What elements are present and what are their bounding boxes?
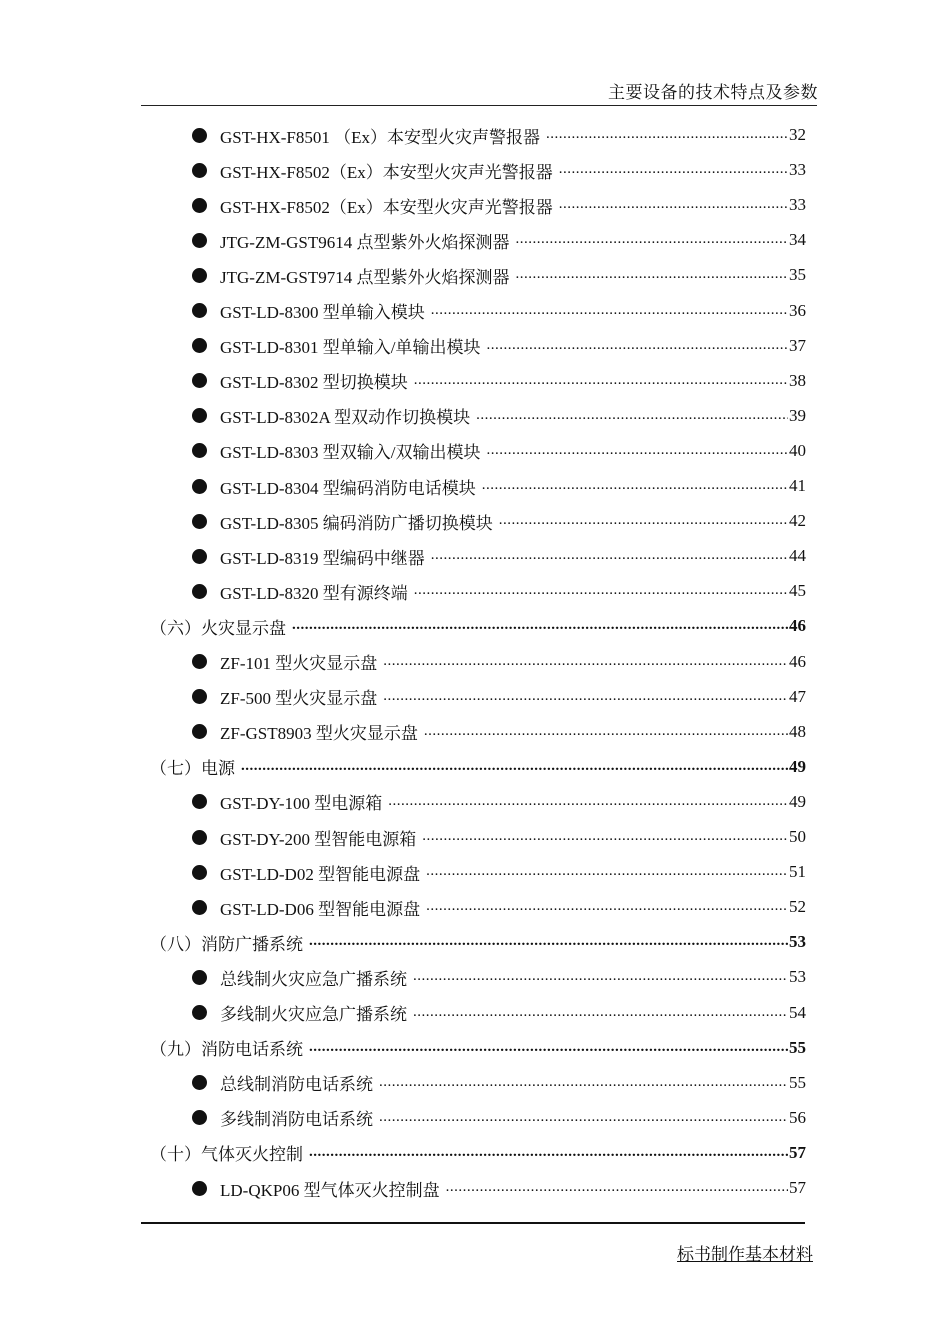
bullet-icon <box>192 900 207 915</box>
bullet-icon <box>192 794 207 809</box>
dot-leader <box>379 1107 788 1129</box>
toc-item-entry[interactable] <box>192 1171 806 1205</box>
dot-leader <box>414 580 788 602</box>
toc-entry-page-number: 42 <box>789 511 806 531</box>
bullet-icon <box>192 128 207 143</box>
dot-leader <box>292 615 788 637</box>
dot-leader <box>431 545 788 567</box>
toc-entry-page-number: 48 <box>789 721 806 741</box>
toc-entry-page-number: 36 <box>789 300 806 320</box>
toc-entry-page-number: 46 <box>789 616 806 636</box>
bullet-icon <box>192 584 207 599</box>
toc-entry-page-number: 33 <box>789 195 806 215</box>
toc-item-entry[interactable] <box>192 153 806 187</box>
toc-entry-page-number: 46 <box>789 651 806 671</box>
toc-item-entry[interactable] <box>192 645 806 679</box>
toc-item-entry[interactable] <box>192 434 806 468</box>
toc-entry-label: GST-LD-8305 编码消防广播切换模块 <box>220 513 493 533</box>
toc-item-entry[interactable] <box>192 715 806 749</box>
toc-entry-page-number: 54 <box>789 1002 806 1022</box>
toc-entry-label: ZF-500 型火灾显示盘 <box>220 689 378 709</box>
dot-leader <box>379 1072 788 1094</box>
toc-entry-label: ZF-GST8903 型火灾显示盘 <box>220 724 418 744</box>
toc-item-entry[interactable] <box>192 329 806 363</box>
toc-entry-page-number: 57 <box>789 1142 806 1162</box>
bullet-icon <box>192 198 207 213</box>
dot-leader <box>309 931 788 953</box>
toc-section-entry[interactable] <box>150 609 806 643</box>
toc-entry-label: 多线制火灾应急广播系统 <box>220 1005 407 1024</box>
bullet-icon <box>192 549 207 564</box>
toc-entry-page-number: 35 <box>789 265 806 285</box>
footer-text: 标书制作基本材料 <box>677 1245 813 1264</box>
page-header-title: 主要设备的技术特点及参数 <box>608 83 818 102</box>
toc-entry-label: GST-DY-100 型电源箱 <box>220 794 383 814</box>
dot-leader <box>383 651 788 673</box>
dot-leader <box>422 826 788 848</box>
toc-entry-page-number: 41 <box>789 476 806 495</box>
toc-item-entry[interactable] <box>192 469 806 503</box>
bullet-icon <box>192 479 207 494</box>
dot-leader <box>546 124 788 146</box>
dot-leader <box>426 861 788 883</box>
toc-entry-label: JTG-ZM-GST9614 点型紫外火焰探测器 <box>220 232 510 252</box>
bullet-icon <box>192 689 207 704</box>
toc-item-entry[interactable] <box>192 996 806 1030</box>
toc-entry-label: （六）火灾显示盘 <box>150 618 286 638</box>
dot-leader <box>309 1142 788 1164</box>
toc-entry-label: GST-LD-8304 型编码消防电话模块 <box>220 478 476 498</box>
toc-item-entry[interactable] <box>192 504 806 538</box>
toc-entry-page-number: 55 <box>789 1072 806 1092</box>
toc-entry-page-number: 38 <box>789 370 806 390</box>
toc-entry-page-number: 49 <box>789 756 806 776</box>
toc-entry-label: 总线制火灾应急广播系统 <box>220 969 407 989</box>
bullet-icon <box>192 654 207 669</box>
toc-entry-page-number: 56 <box>789 1107 806 1127</box>
toc-entry-label: GST-LD-D02 型智能电源盘 <box>220 864 421 884</box>
toc-entry-label: GST-LD-8302A 型双动作切换模块 <box>220 408 471 428</box>
bullet-icon <box>192 303 207 318</box>
header-rule <box>141 105 817 106</box>
toc-entry-label: GST-LD-8319 型编码中继器 <box>220 548 425 568</box>
toc-entry-label: 总线制消防电话系统 <box>220 1075 373 1095</box>
bullet-icon <box>192 1110 207 1125</box>
toc-entry-page-number: 51 <box>789 862 806 882</box>
bullet-icon <box>192 724 207 739</box>
toc-entry-page-number: 45 <box>789 581 806 601</box>
toc-entry-label: 多线制消防电话系统 <box>220 1110 373 1130</box>
toc-item-entry[interactable] <box>192 399 806 433</box>
bullet-icon <box>192 163 207 178</box>
dot-leader <box>424 721 788 743</box>
dot-leader <box>515 229 788 251</box>
dot-leader <box>499 510 788 532</box>
toc-entry-page-number: 53 <box>789 967 806 987</box>
toc-entry-label: GST-LD-8303 型双输入/双输出模块 <box>220 443 481 463</box>
toc-item-entry[interactable] <box>192 855 806 889</box>
toc-entry-label: JTG-ZM-GST9714 点型紫外火焰探测器 <box>220 267 510 287</box>
toc-entry-label: GST-LD-8300 型单输入模块 <box>220 303 425 322</box>
bullet-icon <box>192 268 207 283</box>
toc-entry-label: （十）气体灭火控制 <box>150 1145 303 1165</box>
toc-section-entry[interactable] <box>150 925 806 959</box>
dot-leader <box>446 1177 788 1199</box>
dot-leader <box>482 475 788 497</box>
toc-entry-label: （七）电源 <box>150 759 235 779</box>
toc-entry-page-number: 52 <box>789 897 806 917</box>
toc-item-entry[interactable] <box>192 188 806 222</box>
toc-entry-label: GST-LD-8301 型单输入/单输出模块 <box>220 338 481 358</box>
toc-section-entry[interactable] <box>150 750 806 784</box>
toc-item-entry[interactable] <box>192 1101 806 1135</box>
toc-entry-page-number: 33 <box>789 160 806 180</box>
toc-item-entry[interactable] <box>192 890 806 924</box>
bullet-icon <box>192 1005 207 1020</box>
bullet-icon <box>192 233 207 248</box>
dot-leader <box>413 966 788 988</box>
dot-leader <box>476 405 788 427</box>
dot-leader <box>388 791 788 813</box>
dot-leader <box>487 335 788 357</box>
dot-leader <box>413 1002 788 1024</box>
toc-item-entry[interactable] <box>192 574 806 608</box>
bullet-icon <box>192 443 207 458</box>
dot-leader <box>431 300 788 322</box>
toc-entry-label: GST-LD-8320 型有源终端 <box>220 583 408 603</box>
toc-entry-page-number: 55 <box>789 1037 806 1057</box>
toc-section-entry[interactable] <box>150 1031 806 1065</box>
toc-entry-label: GST-HX-F8502（Ex）本安型火灾声光警报器 <box>220 162 553 182</box>
toc-entry-page-number: 37 <box>789 335 806 355</box>
toc-entry-page-number: 49 <box>789 791 806 811</box>
toc-item-entry[interactable] <box>192 118 806 152</box>
toc-entry-label: GST-LD-8302 型切换模块 <box>220 373 408 393</box>
dot-leader <box>487 440 788 462</box>
toc-item-entry[interactable] <box>192 258 806 292</box>
toc-entry-page-number: 32 <box>789 125 806 144</box>
dot-leader <box>241 756 788 778</box>
dot-leader <box>383 686 788 708</box>
bullet-icon <box>192 1075 207 1090</box>
toc-entry-page-number: 57 <box>789 1178 806 1197</box>
bullet-icon <box>192 514 207 529</box>
dot-leader <box>515 264 788 286</box>
toc-item-entry[interactable] <box>192 820 806 854</box>
toc-item-entry[interactable] <box>192 539 806 573</box>
toc-item-entry[interactable] <box>192 1066 806 1100</box>
dot-leader <box>559 194 788 216</box>
bullet-icon <box>192 408 207 423</box>
dot-leader <box>426 896 788 918</box>
dot-leader <box>414 370 788 392</box>
toc-item-entry[interactable] <box>192 223 806 257</box>
toc-entry-page-number: 44 <box>789 546 806 566</box>
bullet-icon <box>192 373 207 388</box>
toc-entry-page-number: 39 <box>789 405 806 425</box>
toc-entry-label: LD-QKP06 型气体灭火控制盘 <box>220 1180 440 1200</box>
toc-entry-label: GST-HX-F8502（Ex）本安型火灾声光警报器 <box>220 197 553 217</box>
toc-entry-label: （九）消防电话系统 <box>150 1040 303 1060</box>
bullet-icon <box>192 830 207 845</box>
toc-entry-label: GST-HX-F8501 （Ex）本安型火灾声警报器 <box>220 127 541 147</box>
toc-item-entry[interactable] <box>192 294 806 328</box>
toc-item-entry[interactable] <box>192 785 806 819</box>
bullet-icon <box>192 1181 207 1196</box>
footer-rule <box>141 1222 805 1224</box>
bullet-icon <box>192 338 207 353</box>
toc-entry-page-number: 53 <box>789 932 806 952</box>
toc-entry-label: GST-DY-200 型智能电源箱 <box>220 829 417 849</box>
bullet-icon <box>192 865 207 880</box>
dot-leader <box>309 1037 788 1059</box>
toc-item-entry[interactable] <box>192 960 806 994</box>
dot-leader <box>559 159 788 181</box>
toc-entry-page-number: 34 <box>789 230 806 250</box>
toc-entry-page-number: 40 <box>789 440 806 460</box>
toc-item-entry[interactable] <box>192 680 806 714</box>
toc-entry-label: （八）消防广播系统 <box>150 934 303 954</box>
toc-entry-page-number: 47 <box>789 686 806 706</box>
toc-entry-label: ZF-101 型火灾显示盘 <box>220 654 378 673</box>
toc-item-entry[interactable] <box>192 364 806 398</box>
toc-section-entry[interactable] <box>150 1136 806 1170</box>
toc-entry-label: GST-LD-D06 型智能电源盘 <box>220 899 421 919</box>
bullet-icon <box>192 970 207 985</box>
toc-entry-page-number: 50 <box>789 827 806 846</box>
